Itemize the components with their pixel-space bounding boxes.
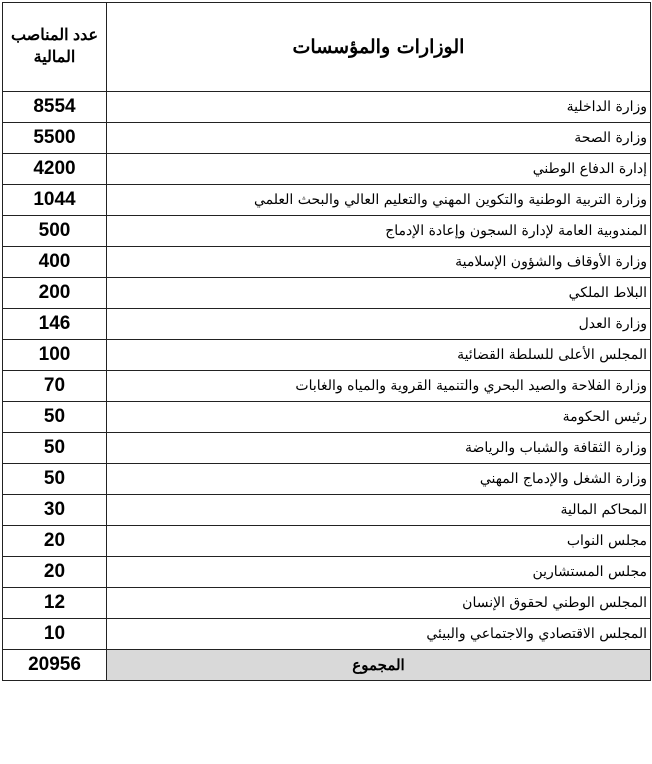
row-institution: وزارة الثقافة والشباب والرياضة — [107, 433, 651, 464]
row-institution: المحاكم المالية — [107, 495, 651, 526]
header-institutions: الوزارات والمؤسسات — [107, 3, 651, 92]
row-institution: وزارة الشغل والإدماج المهني — [107, 464, 651, 495]
row-institution: وزارة الفلاحة والصيد البحري والتنمية القروية والمياه والغابات — [107, 371, 651, 402]
row-value: 500 — [3, 216, 107, 247]
financial-posts-table — [2, 2, 651, 681]
table-row — [3, 185, 651, 216]
table-row — [3, 309, 651, 340]
row-value: 20 — [3, 526, 107, 557]
table-row — [3, 495, 651, 526]
row-value: 10 — [3, 619, 107, 650]
total-row — [3, 650, 651, 681]
row-institution: المندوبية العامة لإدارة السجون وإعادة الإدماج — [107, 216, 651, 247]
row-value: 12 — [3, 588, 107, 619]
row-institution: البلاط الملكي — [107, 278, 651, 309]
row-institution: مجلس المستشارين — [107, 557, 651, 588]
table-row — [3, 588, 651, 619]
table-row — [3, 619, 651, 650]
total-label: المجموع — [107, 650, 651, 681]
row-value: 8554 — [3, 92, 107, 123]
row-value: 50 — [3, 433, 107, 464]
row-value: 70 — [3, 371, 107, 402]
table-row — [3, 92, 651, 123]
table-row — [3, 433, 651, 464]
row-institution: المجلس الأعلى للسلطة القضائية — [107, 340, 651, 371]
row-value: 400 — [3, 247, 107, 278]
row-institution: المجلس الوطني لحقوق الإنسان — [107, 588, 651, 619]
table-row — [3, 371, 651, 402]
row-value: 100 — [3, 340, 107, 371]
row-value: 200 — [3, 278, 107, 309]
row-value: 146 — [3, 309, 107, 340]
table-row — [3, 123, 651, 154]
row-value: 1044 — [3, 185, 107, 216]
table-row — [3, 526, 651, 557]
row-institution: وزارة الصحة — [107, 123, 651, 154]
header-count: عدد المناصب المالية — [3, 3, 107, 92]
table-row — [3, 278, 651, 309]
row-institution: المجلس الاقتصادي والاجتماعي والبيئي — [107, 619, 651, 650]
row-value: 4200 — [3, 154, 107, 185]
table-body — [3, 92, 651, 650]
table-row — [3, 340, 651, 371]
table-row — [3, 154, 651, 185]
row-value: 30 — [3, 495, 107, 526]
table-row — [3, 402, 651, 433]
table-row — [3, 464, 651, 495]
total-value: 20956 — [3, 650, 107, 681]
row-value: 20 — [3, 557, 107, 588]
row-institution: وزارة الأوقاف والشؤون الإسلامية — [107, 247, 651, 278]
row-institution: وزارة العدل — [107, 309, 651, 340]
header-row — [3, 3, 651, 92]
row-institution: وزارة التربية الوطنية والتكوين المهني والتعليم العالي والبحث العلمي — [107, 185, 651, 216]
row-institution: إدارة الدفاع الوطني — [107, 154, 651, 185]
row-value: 5500 — [3, 123, 107, 154]
table-row — [3, 557, 651, 588]
row-value: 50 — [3, 402, 107, 433]
row-institution: مجلس النواب — [107, 526, 651, 557]
row-value: 50 — [3, 464, 107, 495]
table-row — [3, 247, 651, 278]
table-row — [3, 216, 651, 247]
row-institution: وزارة الداخلية — [107, 92, 651, 123]
row-institution: رئيس الحكومة — [107, 402, 651, 433]
